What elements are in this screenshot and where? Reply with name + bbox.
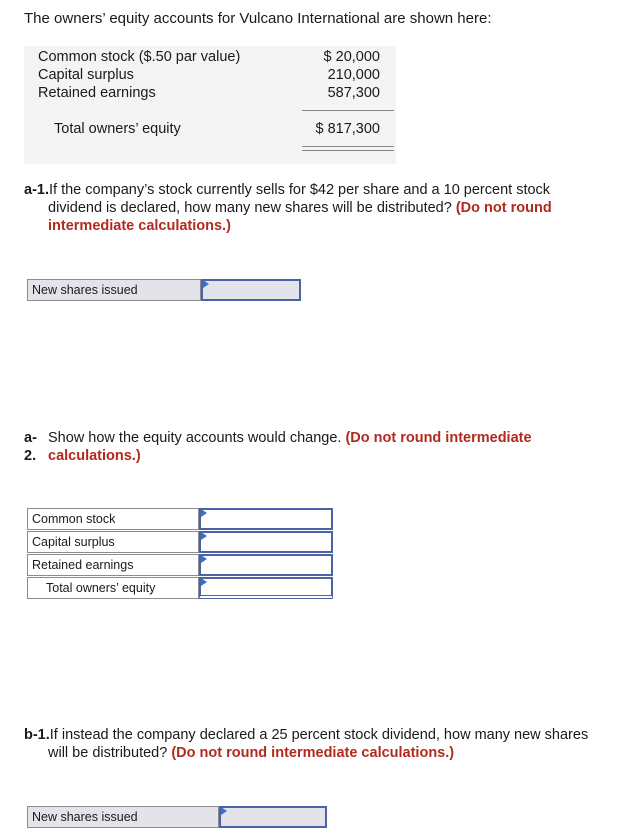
equity-row-value: 210,000 (327, 67, 380, 83)
row-label-retained-earnings: Retained earnings (27, 554, 199, 576)
input-marker-icon (201, 509, 207, 517)
question-b1-line2 (48, 744, 454, 762)
equity-row-value: 587,300 (327, 85, 380, 101)
question-hint: (Do not round intermediate (345, 430, 532, 446)
question-a1-line1 (24, 181, 550, 199)
new-shares-input-b1[interactable] (219, 806, 327, 828)
input-marker-icon (201, 555, 207, 563)
row-label-total-owners-equity: Total owners’ equity (27, 577, 199, 599)
question-a2-line2 (24, 447, 141, 465)
row-label-capital-surplus: Capital surplus (27, 531, 199, 553)
new-shares-input-a1[interactable] (201, 279, 301, 301)
question-b1-line1 (24, 726, 588, 744)
row-label-common-stock: Common stock (27, 508, 199, 530)
equity-total-label: Total owners’ equity (54, 121, 181, 137)
input-marker-icon (201, 532, 207, 540)
question-number: a- (24, 430, 37, 446)
field-label: New shares issued (27, 279, 201, 301)
equity-table (24, 46, 396, 164)
question-text: Show how the equity accounts would change. (48, 430, 342, 446)
question-a1-line2 (48, 199, 552, 217)
capital-surplus-input[interactable] (199, 531, 333, 553)
question-text: If instead the company declared a 25 percent stock dividend, how many new shares (49, 727, 589, 743)
question-number: b-1. (24, 727, 50, 743)
question-a1-hint-line3: intermediate calculations.) (48, 218, 231, 234)
subtotal-rule (302, 110, 394, 111)
field-label: New shares issued (27, 806, 219, 828)
equity-row-value: $ 20,000 (323, 49, 380, 65)
question-text: If the company’s stock currently sells for $42 per share and a 10 percent stock (49, 182, 551, 198)
question-number: 2. (24, 448, 37, 464)
question-hint: calculations.) (48, 448, 141, 464)
total-double-rule-top (302, 146, 394, 147)
question-hint: (Do not round intermediate calculations.) (171, 745, 455, 761)
question-text: will be distributed? (48, 745, 168, 761)
retained-earnings-input[interactable] (199, 554, 333, 576)
input-marker-icon (201, 578, 207, 586)
intro-text: The owners’ equity accounts for Vulcano International are shown here: (24, 10, 492, 27)
equity-row-label: Common stock ($.50 par value) (38, 49, 241, 65)
input-marker-icon (203, 280, 209, 288)
question-a2-line1 (24, 429, 532, 447)
equity-row-label: Capital surplus (38, 67, 134, 83)
question-hint: (Do not round (455, 200, 552, 216)
total-double-rule-bottom (302, 150, 394, 151)
common-stock-input[interactable] (199, 508, 333, 530)
question-text: dividend is declared, how many new shares will be distributed? (48, 200, 452, 216)
equity-total-value: $ 817,300 (315, 121, 380, 137)
input-marker-icon (221, 807, 227, 815)
question-number: a-1. (24, 182, 49, 198)
total-owners-equity-input[interactable] (199, 577, 333, 599)
equity-row-label: Retained earnings (38, 85, 156, 101)
